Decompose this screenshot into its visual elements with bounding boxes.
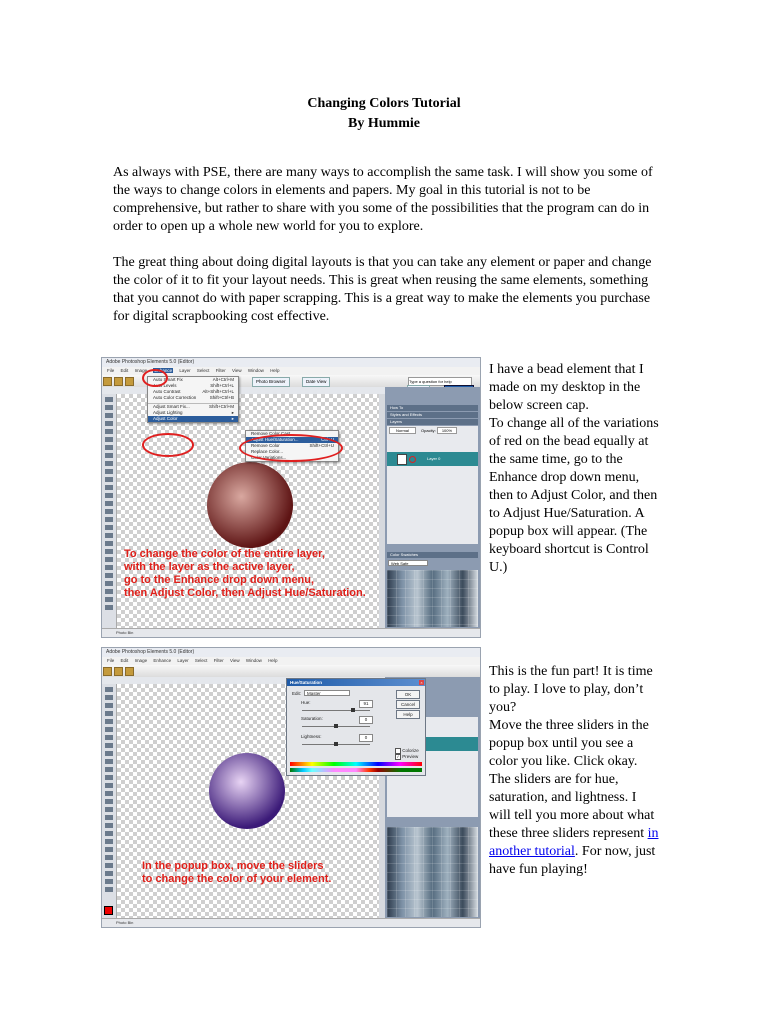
menu-option-adjust-color[interactable]: Adjust Color ▸: [148, 416, 238, 422]
color-swatches[interactable]: [387, 570, 478, 627]
saturation-slider[interactable]: [302, 726, 370, 727]
menu-item[interactable]: Enhance: [153, 658, 172, 663]
lightness-slider-thumb[interactable]: [334, 742, 338, 746]
menu-bar: [102, 657, 480, 665]
menu-option[interactable]: Auto Color Correction Shift+Ctrl+B: [153, 395, 234, 400]
menu-option-hue-saturation[interactable]: Adjust Hue/Saturation... Ctrl+U: [246, 437, 338, 443]
photo-browser-button[interactable]: Photo Browser: [252, 377, 290, 387]
save-icon[interactable]: [125, 377, 134, 386]
window-title: Adobe Photoshop Elements 5.0 (Editor): [102, 358, 480, 367]
menu-item[interactable]: Select: [194, 658, 208, 663]
hue-field[interactable]: 91: [359, 700, 373, 708]
hue-spectrum-bar: [290, 762, 422, 766]
section1-text: [489, 361, 659, 577]
edit-select[interactable]: Master: [304, 690, 350, 696]
palette-bin: [385, 387, 480, 629]
section2-instructions: Move the three sliders in the popup box until you see a color you like. Click okay.: [489, 718, 649, 769]
menu-item[interactable]: Window: [245, 658, 262, 663]
hue-label: Hue:: [301, 700, 311, 705]
ok-button[interactable]: OK: [396, 690, 420, 699]
hue-slider[interactable]: [302, 710, 370, 711]
section2-intro: This is the fun part! It is time to play. I love to play, don’t you?: [489, 664, 653, 715]
highlight-ring-enhance: [142, 369, 168, 387]
opacity-label: Opacity:: [421, 428, 436, 433]
menu-item[interactable]: Layer: [177, 658, 189, 663]
bead-thumb-ring: [409, 456, 416, 463]
annotation-text: In the popup box, move the sliders to change the color of your element.: [142, 860, 332, 885]
layer-row[interactable]: [387, 452, 478, 466]
window-title: Adobe Photoshop Elements 5.0 (Editor): [102, 648, 480, 657]
edit-label: Edit:: [292, 691, 302, 696]
highlight-ring-adjust-color: [142, 433, 194, 457]
toolbox: [102, 394, 117, 629]
menu-item-enhance[interactable]: Enhance: [154, 368, 173, 373]
highlight-ring-hue-saturation: [239, 434, 343, 462]
hue-slider-thumb[interactable]: [351, 708, 355, 712]
menu-option[interactable]: Auto Levels Shift+Ctrl+L: [153, 383, 234, 388]
menu-item[interactable]: Layer: [179, 368, 191, 373]
menu-item[interactable]: File: [107, 368, 115, 373]
menu-item[interactable]: View: [231, 368, 242, 373]
menu-item[interactable]: Edit: [120, 368, 129, 373]
menu-item[interactable]: Help: [270, 368, 280, 373]
status-bar: Photo Bin: [102, 628, 480, 637]
section1-intro: I have a bead element that I made on my desktop in the below screen cap.: [489, 362, 644, 413]
new-icon[interactable]: [103, 667, 112, 676]
hue-saturation-dialog: [286, 678, 426, 776]
swatches-panel-header[interactable]: Color Swatches: [387, 552, 478, 558]
purple-bead: [209, 753, 285, 829]
byline: By Hummie: [348, 116, 420, 131]
section1-steps: To change all of the variations of red on the bead equally at the same time, go to the Enhance drop down menu, then to Adjust Color, and then to Adjust Hue/Saturation. A popup box will appear. (The keyboard shortcut is Control U.): [489, 416, 659, 575]
menu-item[interactable]: Edit: [120, 658, 129, 663]
layer-name: Layer 0: [427, 456, 441, 461]
menu-item[interactable]: Filter: [215, 368, 226, 373]
layers-panel: [387, 426, 478, 544]
section2-slider-note: The sliders are for hue, saturation, and lightness. I will tell you more about what these three sliders represent in another tutorial. For now, just have fun playing!: [489, 772, 659, 877]
opacity-field[interactable]: 100%: [437, 427, 457, 434]
open-icon[interactable]: [114, 377, 123, 386]
intro-paragraph-2: The great thing about doing digital layouts is that you can take any element or paper and change the color of it to fit your layout needs. This is great when reusing the same elements, something that you cannot do with paper scrapping. This is a great way to make the elements you purchase for digital scrapbooking cost effective.: [113, 255, 652, 324]
open-icon[interactable]: [114, 667, 123, 676]
cancel-button[interactable]: Cancel: [396, 700, 420, 709]
swatch-set-select[interactable]: Web Safe: [388, 560, 428, 566]
menu-item[interactable]: Select: [196, 368, 210, 373]
lightness-slider[interactable]: [302, 744, 370, 745]
saturation-label: Saturation:: [301, 716, 323, 721]
save-icon[interactable]: [125, 667, 134, 676]
menu-option[interactable]: Remove Color Cast...: [251, 431, 295, 436]
saturation-slider-thumb[interactable]: [334, 724, 338, 728]
menu-item[interactable]: Filter: [213, 658, 224, 663]
effects-panel-header[interactable]: Styles and Effects: [387, 412, 478, 418]
menu-option[interactable]: Adjust Lighting ▸: [153, 410, 234, 415]
screenshot-hue-saturation-dialog: [101, 647, 481, 928]
menu-option[interactable]: Adjust Smart Fix... Shift+Ctrl+M: [153, 404, 234, 409]
lightness-label: Lightness:: [301, 734, 322, 739]
menu-item[interactable]: Window: [247, 368, 264, 373]
menu-option[interactable]: Auto Contrast Alt+Shift+Ctrl+L: [153, 389, 234, 394]
status-bar: Photo Bin: [102, 918, 480, 927]
saturation-field[interactable]: 0: [359, 716, 373, 724]
layer-thumbnail: [397, 454, 407, 465]
title-line: Changing Colors Tutorial: [307, 96, 461, 111]
page-title: [0, 94, 768, 134]
layers-panel-header[interactable]: Layers: [387, 419, 478, 425]
close-icon[interactable]: ×: [420, 680, 423, 685]
menu-item[interactable]: File: [107, 658, 115, 663]
menu-option[interactable]: Replace Color...: [251, 449, 284, 454]
color-swatches[interactable]: [387, 827, 478, 917]
intro-paragraph-1: As always with PSE, there are many ways to accomplish the same task. I will show you some of the ways to change colors in elements and papers. My goal in this tutorial is not to be comprehensive, but rather to share with you some of the possibilities that the program can do in order to open up a whole new world for you to explore.: [113, 165, 653, 234]
menu-option[interactable]: Color Variations...: [251, 455, 287, 460]
dialog-title: Hue/Saturation: [287, 679, 425, 686]
date-view-button[interactable]: Date View: [302, 377, 330, 387]
help-button[interactable]: Help: [396, 710, 420, 719]
adjusted-spectrum-bar: [290, 768, 422, 772]
menu-item[interactable]: Image: [134, 368, 148, 373]
foreground-color-swatch[interactable]: [104, 906, 113, 915]
annotation-text: To change the color of the entire layer, with the layer as the active layer, go to the Enhance drop down menu, then Adjust Color, then Adjust Hue/Saturation.: [124, 548, 366, 599]
another-tutorial-link[interactable]: in another tutorial: [489, 826, 659, 859]
menu-item[interactable]: Help: [268, 658, 278, 663]
red-bead: [207, 462, 293, 548]
preview-checkbox[interactable]: ✓ Preview: [396, 754, 419, 760]
menu-item[interactable]: Image: [134, 658, 148, 663]
menu-option[interactable]: Auto Smart Fix Alt+Ctrl+M: [153, 377, 234, 382]
screenshot-enhance-menu: [101, 357, 481, 638]
blend-mode-select[interactable]: Normal: [389, 427, 416, 434]
new-icon[interactable]: [103, 377, 112, 386]
toolbox: [102, 684, 117, 919]
section2-text: [489, 663, 659, 879]
how-to-panel-header[interactable]: How To: [387, 405, 478, 411]
lightness-field[interactable]: 0: [359, 734, 373, 742]
menu-item[interactable]: View: [229, 658, 240, 663]
help-search-input[interactable]: Type a question for help: [408, 377, 472, 386]
menu-option[interactable]: Remove Color Shift+Ctrl+U: [251, 443, 334, 448]
colorize-checkbox[interactable]: Colorize: [395, 748, 419, 754]
